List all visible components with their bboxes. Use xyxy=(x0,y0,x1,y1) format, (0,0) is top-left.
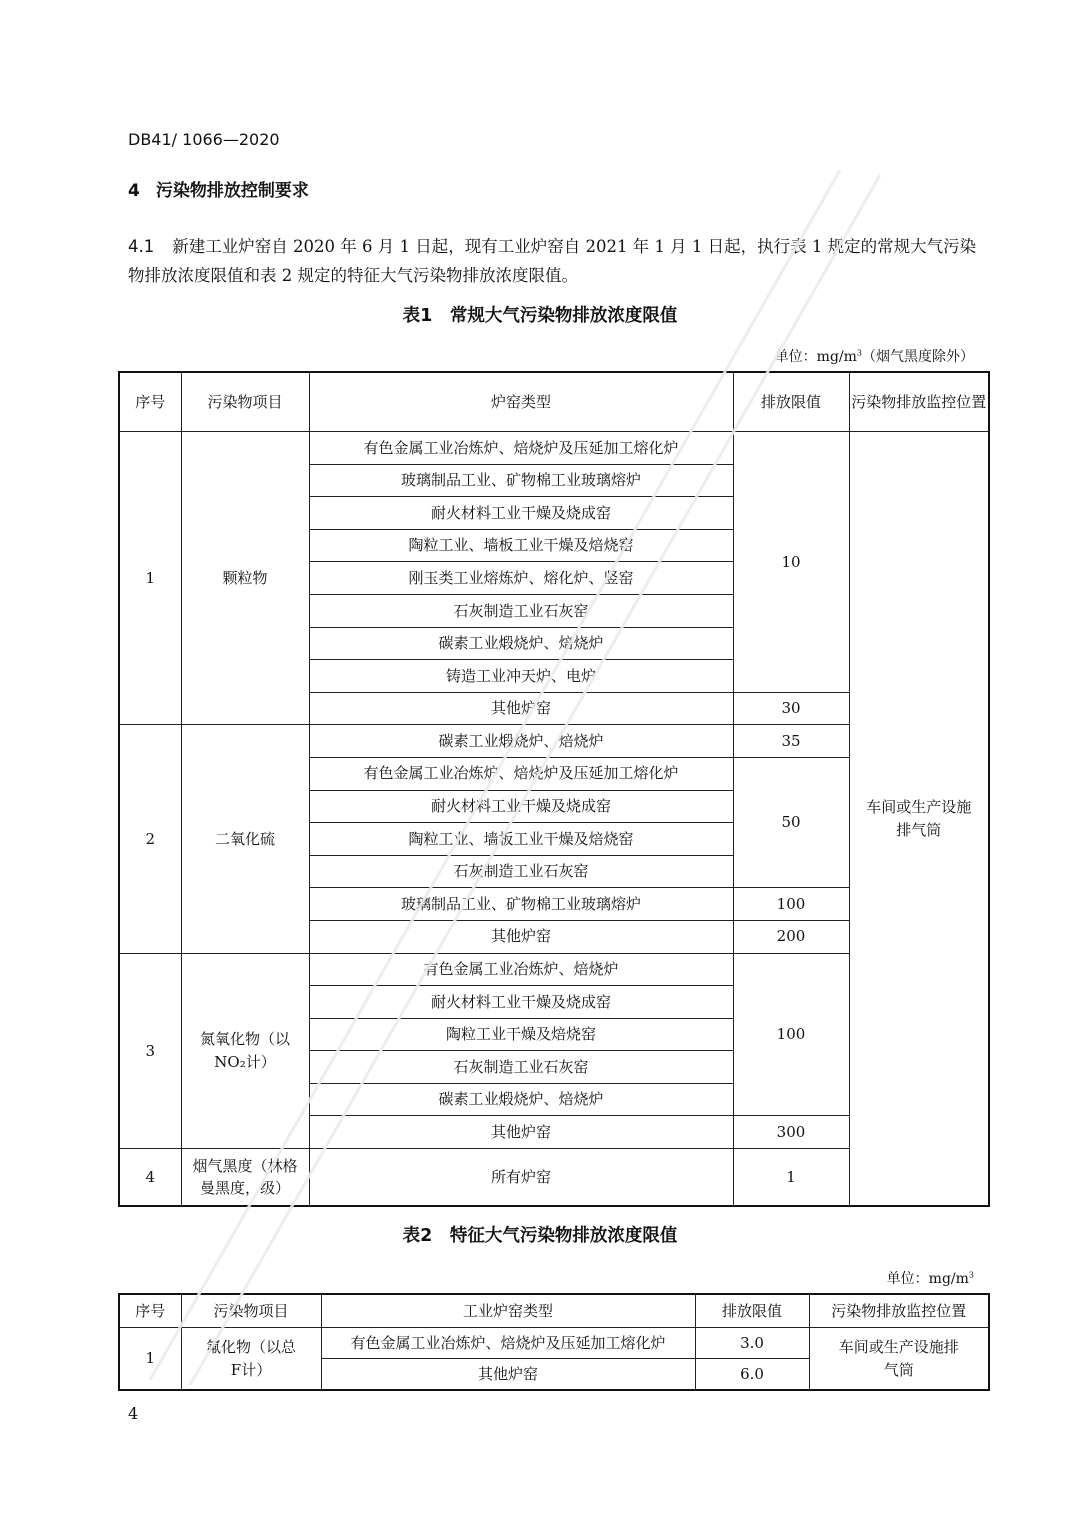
row-number: 1 xyxy=(119,1328,181,1391)
kiln-type: 石灰制造工业石灰窑 xyxy=(309,594,733,627)
monitor-location: 车间或生产设施排气筒 xyxy=(809,1328,989,1391)
kiln-type: 玻璃制品工业、矿物棉工业玻璃熔炉 xyxy=(309,464,733,497)
pollutant-name: 氮氧化物（以NO₂计） xyxy=(181,953,309,1149)
clause-text: 新建工业炉窑自 2020 年 6 月 1 日起，现有工业炉窑自 2021 年 1 月 1 日起，执行表 1 规定的常规大气污染物排放浓度限值和表 2 规定的特征大气污染物排放浓度限值。 xyxy=(128,237,977,285)
monitor-location: 车间或生产设施排气筒 xyxy=(849,432,989,1207)
table1-header-cell: 排放限值 xyxy=(733,372,849,432)
kiln-type: 其他炉窑 xyxy=(309,1116,733,1149)
pollutant-name: 颗粒物 xyxy=(181,432,309,725)
table1-header-row xyxy=(119,372,989,432)
emission-limit: 30 xyxy=(733,692,849,725)
section-title: 污染物排放控制要求 xyxy=(155,181,309,201)
kiln-type: 耐火材料工业干燥及烧成窑 xyxy=(309,497,733,530)
table2-header-cell: 序号 xyxy=(119,1294,181,1328)
table2-unit-sup: 3 xyxy=(968,1270,974,1280)
kiln-type: 其他炉窑 xyxy=(309,920,733,953)
kiln-type: 玻璃制品工业、矿物棉工业玻璃熔炉 xyxy=(309,888,733,921)
kiln-type: 陶粒工业干燥及焙烧窑 xyxy=(309,1018,733,1051)
standard-number: DB41/ 1066—2020 xyxy=(128,130,280,149)
kiln-type: 铸造工业冲天炉、电炉 xyxy=(309,660,733,693)
kiln-type: 碳素工业煅烧炉、焙烧炉 xyxy=(309,1083,733,1116)
kiln-type: 其他炉窑 xyxy=(321,1359,695,1391)
table2-caption: 表2 特征大气污染物排放浓度限值 xyxy=(402,1226,678,1246)
row-number: 1 xyxy=(119,432,181,725)
kiln-type: 石灰制造工业石灰窑 xyxy=(309,1051,733,1084)
table2-header-cell: 工业炉窑类型 xyxy=(321,1294,695,1328)
table1-unit-prefix: 单位：mg/m xyxy=(774,349,857,365)
emission-limit: 3.0 xyxy=(695,1328,809,1359)
kiln-type: 碳素工业煅烧炉、焙烧炉 xyxy=(309,725,733,758)
kiln-type: 碳素工业煅烧炉、焙烧炉 xyxy=(309,627,733,660)
emission-limit: 100 xyxy=(733,888,849,921)
kiln-type: 其他炉窑 xyxy=(309,692,733,725)
table2-header-cell: 污染物排放监控位置 xyxy=(809,1294,989,1328)
table2-header-row xyxy=(119,1294,989,1328)
emission-limit: 300 xyxy=(733,1116,849,1149)
kiln-type: 耐火材料工业干燥及烧成窑 xyxy=(309,986,733,1019)
kiln-type: 有色金属工业冶炼炉、焙烧炉及压延加工熔化炉 xyxy=(309,432,733,465)
kiln-type: 耐火材料工业干燥及烧成窑 xyxy=(309,790,733,823)
row-number: 4 xyxy=(119,1149,181,1207)
kiln-type: 有色金属工业冶炼炉、焙烧炉及压延加工熔化炉 xyxy=(309,757,733,790)
table2-header-cell: 排放限值 xyxy=(695,1294,809,1328)
kiln-type: 石灰制造工业石灰窑 xyxy=(309,855,733,888)
section-heading xyxy=(128,176,309,201)
table1-unit xyxy=(775,346,974,366)
kiln-type: 刚玉类工业熔炼炉、熔化炉、竖窑 xyxy=(309,562,733,595)
emission-limit: 100 xyxy=(733,953,849,1116)
clause-paragraph xyxy=(128,232,984,290)
table1-unit-suffix: （烟气黑度除外） xyxy=(862,349,974,365)
emission-limit: 6.0 xyxy=(695,1359,809,1391)
table-row xyxy=(119,1328,989,1359)
table1 xyxy=(118,371,990,1207)
clause-number: 4.1 xyxy=(128,237,155,256)
row-number: 2 xyxy=(119,725,181,953)
section-number: 4 xyxy=(128,181,140,201)
table1-header-cell: 污染物项目 xyxy=(181,372,309,432)
table1-caption: 表1 常规大气污染物排放浓度限值 xyxy=(402,306,678,326)
pollutant-name: 二氧化硫 xyxy=(181,725,309,953)
table2 xyxy=(118,1293,990,1391)
kiln-type: 有色金属工业冶炼炉、焙烧炉及压延加工熔化炉 xyxy=(321,1328,695,1359)
table-row xyxy=(119,432,989,465)
kiln-type: 有色金属工业冶炼炉、焙烧炉 xyxy=(309,953,733,986)
table2-unit-prefix: 单位：mg/m xyxy=(886,1271,969,1287)
emission-limit: 10 xyxy=(733,432,849,693)
emission-limit: 200 xyxy=(733,920,849,953)
table1-header-cell: 污染物排放监控位置 xyxy=(849,372,989,432)
kiln-type: 所有炉窑 xyxy=(309,1149,733,1207)
table1-header-cell: 序号 xyxy=(119,372,181,432)
table2-unit xyxy=(887,1268,974,1288)
table2-header-cell: 污染物项目 xyxy=(181,1294,321,1328)
emission-limit: 35 xyxy=(733,725,849,758)
pollutant-name: 烟气黑度（林格曼黑度，级） xyxy=(181,1149,309,1207)
kiln-type: 陶粒工业、墙板工业干燥及焙烧窑 xyxy=(309,823,733,856)
pollutant-name: 氟化物（以总F计） xyxy=(181,1328,321,1391)
emission-limit: 50 xyxy=(733,757,849,887)
kiln-type: 陶粒工业、墙板工业干燥及焙烧窑 xyxy=(309,529,733,562)
table1-unit-sup: 3 xyxy=(856,348,862,358)
emission-limit: 1 xyxy=(733,1149,849,1207)
page-number: 4 xyxy=(128,1404,139,1423)
row-number: 3 xyxy=(119,953,181,1149)
table1-header-cell: 炉窑类型 xyxy=(309,372,733,432)
